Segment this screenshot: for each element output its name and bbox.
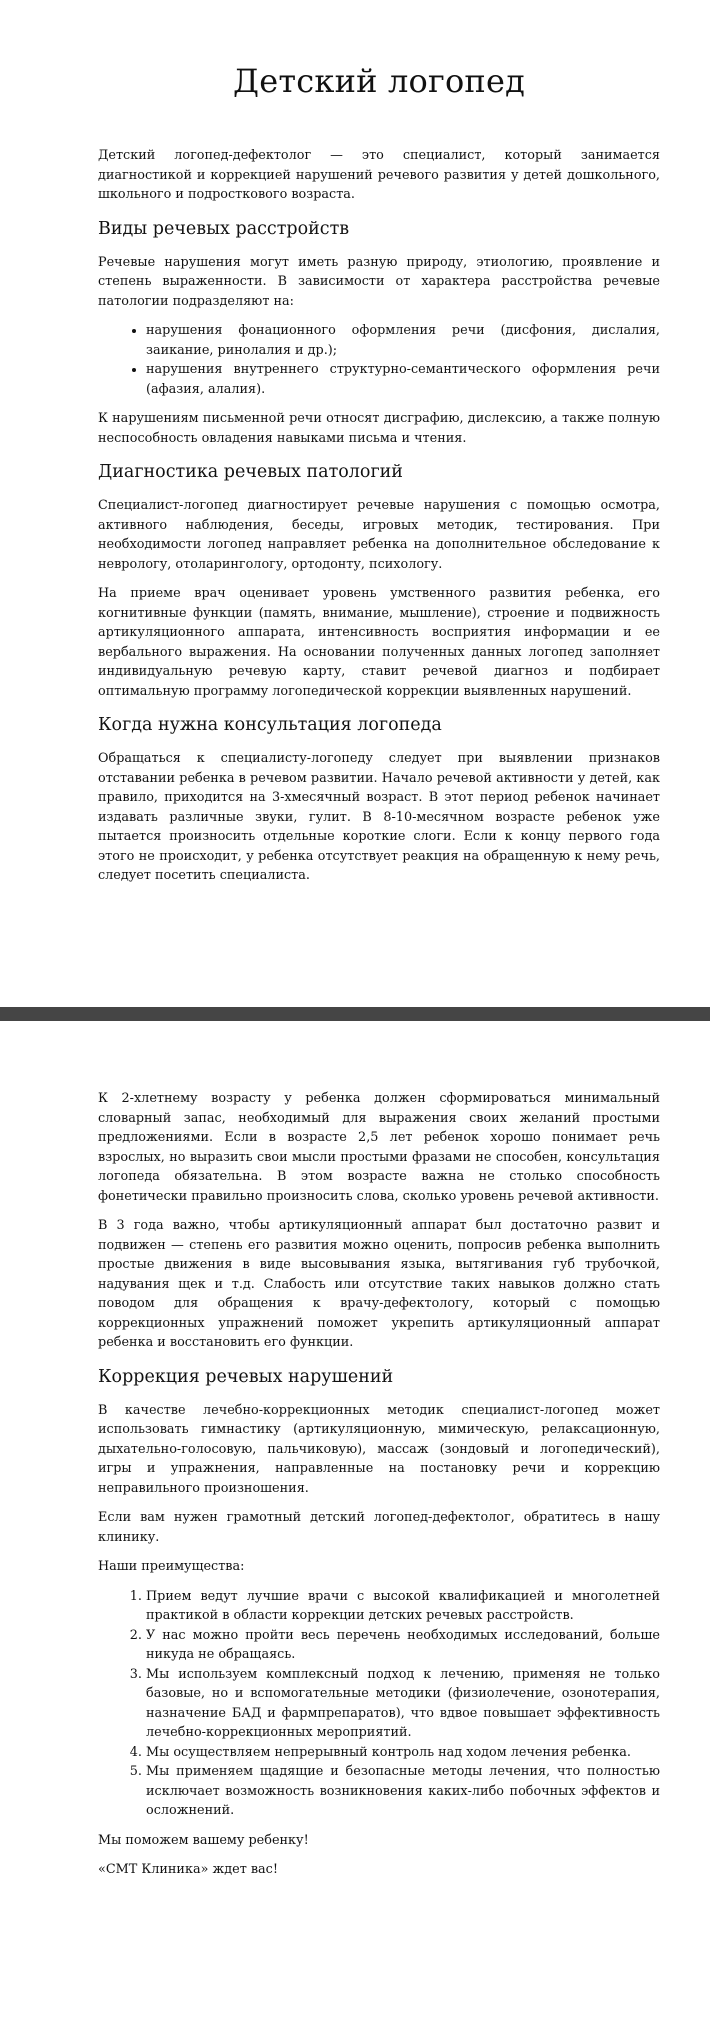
paragraph: Специалист-логопед диагностирует речевые нарушения с помощью осмотра, активного наблюдения, беседы, игровых методик, тестирования. При необходимости логопед направляет ребенка на дополнительное обследование к неврологу, отоларингологу, ортодонту, психологу. <box>98 498 660 572</box>
list-item: 2. У нас можно пройти весь перечень необходимых исследований, больше никуда не обращаясь. <box>146 1626 660 1665</box>
page-title: Детский логопед <box>233 62 525 100</box>
list-item: 4. Мы осуществляем непрерывный контроль над ходом лечения ребенка. <box>146 1743 660 1763</box>
section-heading-consultation: Когда нужна консультация логопеда <box>98 715 442 735</box>
advantages-list <box>98 1587 660 1821</box>
paragraph: К нарушениям письменной речи относят дисграфию, дислексию, а также полную неспособность овладения навыками письма и чтения. <box>98 411 660 446</box>
list-item: • нарушения внутреннего структурно-семантического оформления речи (афазия, алалия). <box>146 360 660 399</box>
intro-paragraph: Детский логопед-дефектолог — это специалист, который занимается диагностикой и коррекцией нарушений речевого развития у детей дошкольного, школьного и подросткового возраста. <box>98 148 660 202</box>
paragraph: Обращаться к специалисту-логопеду следует при выявлении признаков отставании ребенка в речевом развитии. Начало речевой активности у детей, как правило, приходится на 3-хмесячный возраст. В этот период ребенок начинает издавать различные звуки, гулит. В 8-10-месячном возрасте ребенок уже пытается произносить отдельные короткие слоги. Если к концу первого года этого не происходит, у ребенка отсутствует реакция на обращенную к нему речь, следует посетить специалиста. <box>98 751 660 883</box>
document-page-2 <box>0 1021 710 2028</box>
paragraph: Наши преимущества: <box>98 1559 245 1574</box>
paragraph: Мы поможем вашему ребенку! <box>98 1832 309 1848</box>
document-page-1 <box>0 0 710 1007</box>
section-heading-speech-disorders: Виды речевых расстройств <box>98 218 350 239</box>
page-separator <box>0 1007 710 1021</box>
paragraph: В 3 года важно, чтобы артикуляционный аппарат был достаточно развит и подвижен — степень его развития можно оценить, попросив ребенка выполнить простые движения в виде высовывания языка, вытягивания губ трубочкой, надувания щек и т.д. Слабость или отсутствие таких навыков должно стать поводом для обращения к врачу-дефектологу, который с помощью коррекционных упражнений поможет укрепить артикуляционный аппарат ребенка и восстановить его функции. <box>98 1218 660 1350</box>
paragraph: Речевые нарушения могут иметь разную природу, этиологию, проявление и степень выраженности. В зависимости от характера расстройства речевые патологии подразделяют на: <box>98 254 660 309</box>
paragraph: «СМТ Клиника» ждет вас! <box>98 1862 278 1877</box>
paragraph: В качестве лечебно-коррекционных методик специалист-логопед может использовать гимнастику (артикуляционную, мимическую, релаксационную, дыхательно-голосовую, пальчиковую), массаж (зондовый и логопедический), игры и упражнения, направленные на постановку речи и коррекцию неправильного произношения. <box>98 1402 660 1496</box>
paragraph: К 2-хлетнему возрасту у ребенка должен сформироваться минимальный словарный запас, необходимый для выражения своих желаний простыми предложениями. Если в возрасте 2,5 лет ребенок хорошо понимает речь взрослых, но выразить свои мысли простыми фразами не способен, консультация логопеда обязательна. В этом возрасте важна не столько способность фонетически правильно произносить слова, сколько уровень речевой активности. <box>98 1091 660 1204</box>
list-item: 1. Прием ведут лучшие врачи с высокой квалификацией и многолетней практикой в области коррекции детских речевых расстройств. <box>146 1587 660 1626</box>
section-heading-correction: Коррекция речевых нарушений <box>98 1366 394 1387</box>
list-item: 5. Мы применяем щадящие и безопасные методы лечения, что полностью исключает возможность возникновения каких-либо побочных эффектов и осложнений. <box>146 1762 660 1821</box>
section-heading-diagnostics: Диагностика речевых патологий <box>98 462 403 482</box>
paragraph: Если вам нужен грамотный детский логопед-дефектолог, обратитесь в нашу клинику. <box>98 1510 660 1545</box>
list-item: • нарушения фонационного оформления речи (дисфония, дислалия, заикание, ринолалия и др.); <box>146 321 660 360</box>
list-item: 3. Мы используем комплексный подход к лечению, применяя не только базовые, но и вспомогательные методики (физиолечение, озонотерапия, назначение БАД и фармпрепаратов), что вдвое повышает эффективность лечебно-коррекционных мероприятий. <box>146 1665 660 1743</box>
bullet-list <box>98 321 660 399</box>
paragraph: На приеме врач оценивает уровень умственного развития ребенка, его когнитивные функции (память, внимание, мышление), строение и подвижность артикуляционного аппарата, интенсивность восприятия информации и ее вербального выражения. На основании полученных данных логопед заполняет индивидуальную речевую карту, ставит речевой диагноз и подбирает оптимальную программу логопедической коррекции выявленных нарушений. <box>98 586 660 699</box>
